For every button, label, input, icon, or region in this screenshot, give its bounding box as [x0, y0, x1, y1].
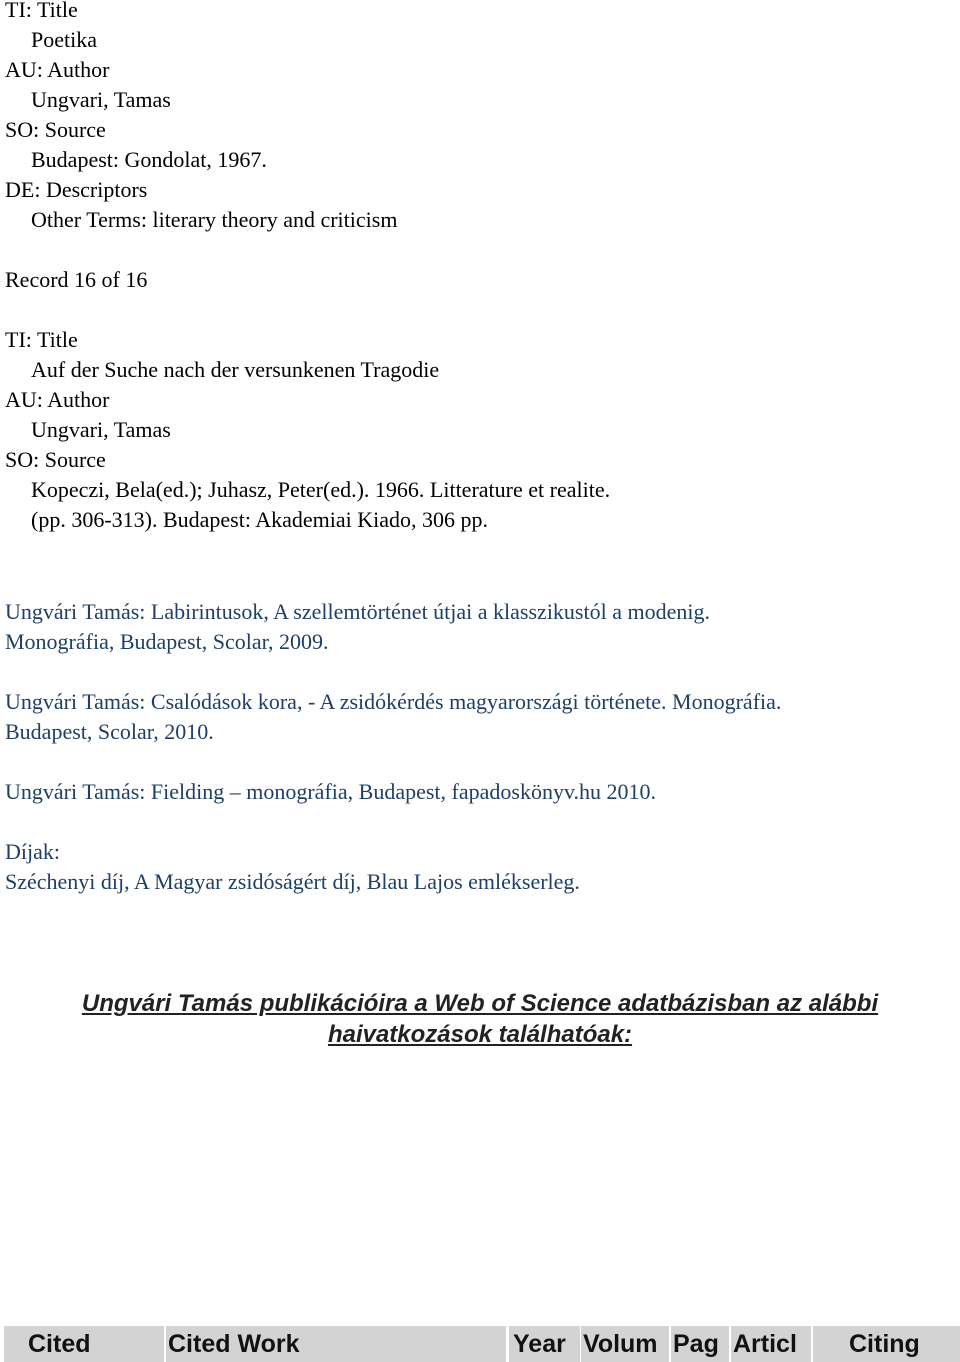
- col-cited-work: Cited Work: [166, 1326, 506, 1362]
- col-volume: Volum: [581, 1326, 669, 1362]
- wos-citations-heading: [0, 988, 960, 1050]
- col-page: Pag: [671, 1326, 729, 1362]
- record15-descriptors: Other Terms: literary theory and criticism: [31, 207, 398, 232]
- publication-1-line1: Ungvári Tamás: Labirintusok, A szellemtörténet útjai a klasszikustól a modenig.: [5, 599, 710, 624]
- record16-title: Auf der Suche nach der versunkenen Tragodie: [31, 357, 440, 382]
- record15-source-label: SO: Source: [5, 117, 106, 142]
- record15-title: Poetika: [31, 27, 97, 52]
- publication-3: Ungvári Tamás: Fielding – monográfia, Budapest, fapadoskönyv.hu 2010.: [5, 779, 657, 804]
- publication-2-line1: Ungvári Tamás: Csalódások kora, - A zsidókérdés magyarországi története. Monográfia.: [5, 689, 782, 714]
- record16-source-line1: Kopeczi, Bela(ed.); Juhasz, Peter(ed.). 1966. Litterature et realite.: [31, 477, 611, 502]
- wos-heading-line2: haivatkozások találhatóak:: [327, 1021, 633, 1048]
- col-year: Year: [509, 1326, 580, 1362]
- col-citing: Citing: [813, 1326, 960, 1362]
- col-article: Articl: [731, 1326, 811, 1362]
- citation-table-header: [4, 1326, 960, 1362]
- awards-label: Díjak:: [5, 839, 60, 864]
- publication-2-line2: Budapest, Scolar, 2010.: [5, 719, 214, 744]
- record16-source-line2: (pp. 306-313). Budapest: Akademiai Kiado, 306 pp.: [31, 507, 489, 532]
- record-counter: Record 16 of 16: [5, 267, 148, 292]
- col-cited: Cited: [4, 1326, 164, 1362]
- publication-1-line2: Monográfia, Budapest, Scolar, 2009.: [5, 629, 329, 654]
- awards-list: Széchenyi díj, A Magyar zsidóságért díj, Blau Lajos emlékserleg.: [5, 869, 580, 894]
- record16-source-label: SO: Source: [5, 447, 106, 472]
- record15-source: Budapest: Gondolat, 1967.: [31, 147, 267, 172]
- record16-author-label: AU: Author: [5, 387, 110, 412]
- record15-author: Ungvari, Tamas: [31, 87, 171, 112]
- wos-heading-line1: Ungvári Tamás publikációira a Web of Science adatbázisban az alábbi: [81, 990, 879, 1017]
- record16-author: Ungvari, Tamas: [31, 417, 171, 442]
- record16-title-label: TI: Title: [5, 327, 78, 352]
- record15-title-label: TI: Title: [5, 0, 78, 22]
- record15-author-label: AU: Author: [5, 57, 110, 82]
- record15-descriptors-label: DE: Descriptors: [5, 177, 148, 202]
